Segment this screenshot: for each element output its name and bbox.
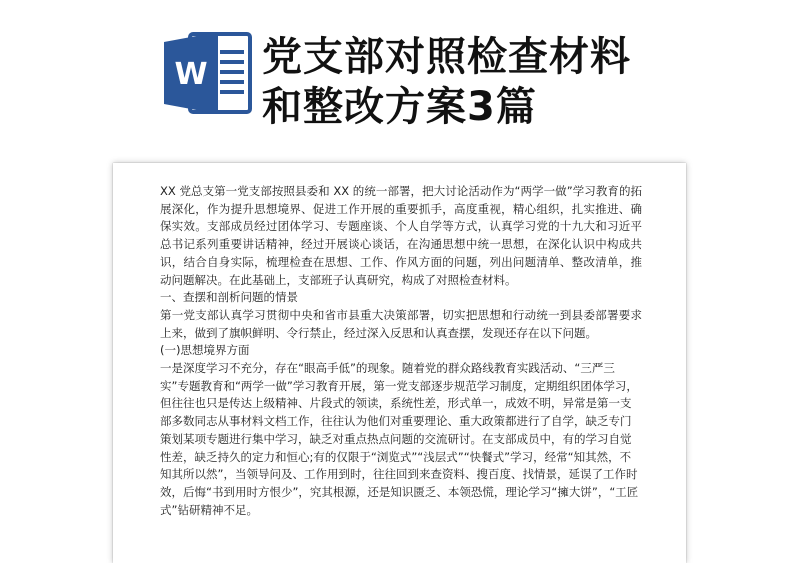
title-line-2: 和整改方案3篇 <box>262 84 537 130</box>
word-letter: W <box>174 57 208 92</box>
subsection-heading: (一)思想境界方面 <box>160 343 250 358</box>
document-page <box>113 163 686 563</box>
title-line-1: 党支部对照检查材料 <box>262 34 631 80</box>
paragraph-intro: XX 党总支第一党支部按照县委和 XX 的统一部署，把大讨论活动作为“两学一做”学习教育的拓展深化，作为提升思想境界、促进工作开展的重要抓手，高度重视，精心组织，扎实推进、确保实效。支部成员经过团体学习、专题座谈、个人自学等方式，认真学习党的十九大和习近平总书记系列重要讲话精神，经过开展谈心谈话，在沟通思想中统一思想，在深化认识中构成共识，结合自身实际，梳理检查在思想、工作、作风方面的问题，列出问题清单、整改清单，推动问题解决。在此基础上，支部班子认真研究，构成了对照检查材料。 <box>160 184 642 287</box>
section-heading: 一、查摆和剖析问题的情景 <box>160 290 298 305</box>
page-title <box>262 32 631 132</box>
paragraph-detail: 一是深度学习不充分，存在“眼高手低”的现象。随着党的群众路线教育实践活动、“三严三实”专题教育和“两学一做”学习教育开展，第一党支部逐步规范学习制度，定期组织团体学习，但往往也只是传达上级精神、片段式的领读，系统性差，形式单一，成效不明，异常是第一支部多数同志从事材料文档工作，往往认为他们对重要理论、重大政策都进行了自学，缺乏专门策划某项专题进行集中学习，缺乏对重点热点问题的交流研讨。在支部成员中，有的学习自觉性差，缺乏持久的定力和恒心;有的仅限于“浏览式”“浅层式”“快餐式”学习，经常“知其然，不知其所以然”，当领导问及、工作用到时，往往回到来查资料、搜百度、找情景，延误了工作时效，后悔“书到用时方恨少”，究其根源，还是知识匮乏、本领恐慌，理论学习“擁大饼”，“工匠式”钻研精神不足。 <box>160 361 639 517</box>
page-header <box>0 0 800 160</box>
document-body <box>160 183 642 519</box>
paragraph-overview: 第一党支部认真学习贯彻中央和省市县重大决策部署，切实把思想和行动统一到县委部署要求上来，做到了旗帜鲜明、令行禁止，经过深入反思和认真查摆，发现还存在以下问题。 <box>160 307 642 340</box>
word-document-icon <box>160 28 256 118</box>
